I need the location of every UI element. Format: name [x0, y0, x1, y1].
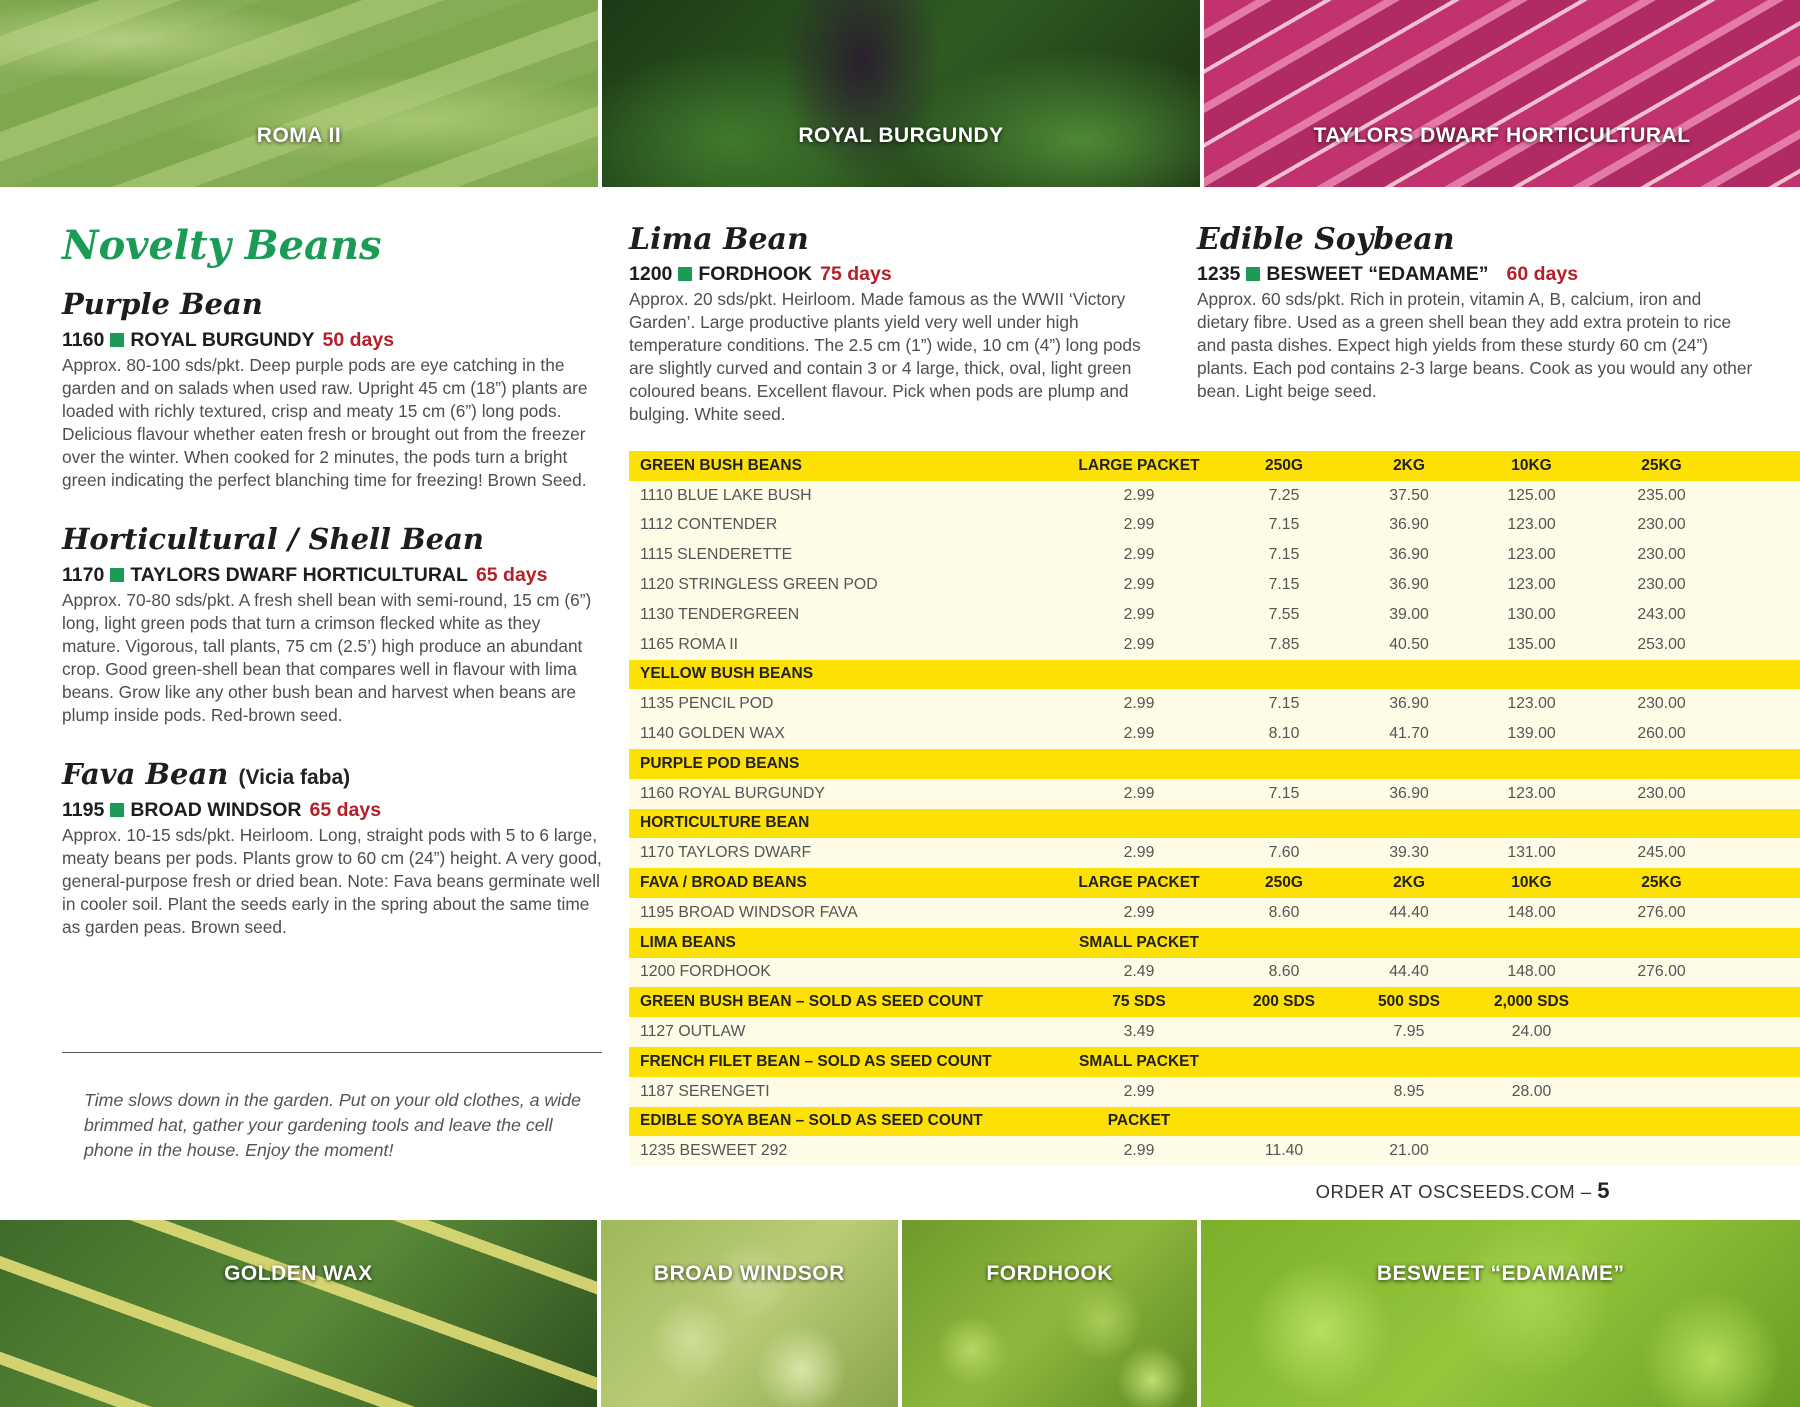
table-category-header	[629, 1107, 1800, 1137]
days-to-maturity: 50 days	[322, 329, 395, 351]
table-cell-name: 1110 BLUE LAKE BUSH	[629, 481, 1069, 511]
table-cell-value	[1719, 719, 1800, 749]
table-cell-value: 130.00	[1459, 600, 1604, 630]
photo-besweet-edamame	[1201, 1220, 1800, 1407]
garden-quote: Time slows down in the garden. Put on your old clothes, a wide brimmed hat, gather your gardening tools and leave the cell phone in the house. Enjoy the moment!	[84, 1090, 581, 1160]
table-cell-value: 7.15	[1209, 511, 1359, 541]
table-cell-value: 2.99	[1069, 719, 1209, 749]
price-table	[629, 451, 1800, 1166]
photo-caption: ROMA II	[256, 124, 342, 147]
days-to-maturity: 65 days	[309, 799, 382, 821]
table-cell-value	[1069, 809, 1209, 839]
bottom-photo-strip	[0, 1220, 1800, 1407]
table-cell-value: 123.00	[1459, 540, 1604, 570]
table-cell-value: 10KG	[1459, 868, 1604, 898]
table-cell-value: 8.60	[1209, 898, 1359, 928]
table-cell-value: 2.99	[1069, 1136, 1209, 1166]
product-lima-bean	[629, 222, 1169, 426]
photo-caption: GOLDEN WAX	[224, 1262, 373, 1285]
table-cell-value	[1209, 928, 1359, 958]
table-cell-value: 230.00	[1604, 570, 1719, 600]
product-heading-text: Fava Bean	[62, 757, 229, 791]
photo-roma-ii	[0, 0, 598, 187]
days-to-maturity: 60 days	[1506, 263, 1579, 285]
table-cell-value: 253.00	[1604, 630, 1719, 660]
table-cell-value	[1604, 660, 1719, 690]
table-row	[629, 600, 1800, 630]
table-cell-value: 36.90	[1359, 689, 1459, 719]
table-cell-value: 7.85	[1209, 630, 1359, 660]
green-square-icon	[1246, 267, 1260, 281]
table-cell-value	[1459, 1107, 1604, 1137]
table-cell-value	[1719, 570, 1800, 600]
table-cell-value	[1719, 630, 1800, 660]
table-cell-name: 1235 BESWEET 292	[629, 1136, 1069, 1166]
table-cell-value	[1719, 600, 1800, 630]
table-cell-value: 39.00	[1359, 600, 1459, 630]
table-cell-value: 2,000 SDS	[1459, 987, 1604, 1017]
table-cell-value: 230.00	[1604, 511, 1719, 541]
table-cell-value	[1719, 1047, 1800, 1077]
green-square-icon	[110, 333, 124, 347]
table-cell-value: 2.49	[1069, 958, 1209, 988]
table-cell-value: 276.00	[1604, 958, 1719, 988]
top-photo-strip	[0, 0, 1800, 187]
table-cell-value: 135.00	[1459, 630, 1604, 660]
table-cell-value: 125.00	[1459, 481, 1604, 511]
product-heading: Edible Soybean	[1197, 222, 1455, 257]
table-category-header	[629, 809, 1800, 839]
table-cell-value: 245.00	[1604, 838, 1719, 868]
product-heading	[62, 757, 602, 791]
days-to-maturity: 65 days	[475, 564, 548, 586]
table-row	[629, 779, 1800, 809]
table-cell-value	[1209, 809, 1359, 839]
table-cell-value	[1209, 1107, 1359, 1137]
table-cell-value: 7.15	[1209, 779, 1359, 809]
table-cell-value	[1359, 809, 1459, 839]
table-cell-value: 7.25	[1209, 481, 1359, 511]
table-cell-value: 148.00	[1459, 958, 1604, 988]
table-cell-name: EDIBLE SOYA BEAN – SOLD AS SEED COUNT	[629, 1107, 1069, 1137]
table-cell-value: 230.00	[1604, 689, 1719, 719]
table-category-header	[629, 868, 1800, 898]
photo-taylors-dwarf	[1204, 0, 1800, 187]
table-cell-value	[1604, 809, 1719, 839]
table-cell-value	[1459, 749, 1604, 779]
table-cell-value	[1604, 1047, 1719, 1077]
table-cell-value: 250G	[1209, 868, 1359, 898]
photo-caption: FORDHOOK	[986, 1262, 1113, 1285]
table-cell-value: 230.00	[1604, 540, 1719, 570]
table-cell-value	[1719, 451, 1800, 481]
table-cell-value	[1604, 987, 1719, 1017]
table-cell-name: 1165 ROMA II	[629, 630, 1069, 660]
page-number: 5	[1597, 1178, 1610, 1203]
table-cell-name: GREEN BUSH BEAN – SOLD AS SEED COUNT	[629, 987, 1069, 1017]
product-line	[62, 799, 602, 822]
photo-royal-burgundy	[602, 0, 1200, 187]
table-cell-value: 243.00	[1604, 600, 1719, 630]
table-category-header	[629, 660, 1800, 690]
product-code: 1235	[1197, 263, 1241, 285]
table-cell-value: 2.99	[1069, 481, 1209, 511]
product-name: BROAD WINDSOR	[130, 799, 302, 821]
product-description: Approx. 80-100 sds/pkt. Deep purple pods are eye catching in the garden and on salads when used raw. Upright 45 cm (18”) plants are loaded with richly textured, crisp and meaty 15 cm (6”) long pods. Delicious flavour whether eaten fresh or brought out from the freezer over the winter. When cooked for 2 minutes, the pods turn a bright green indicating the perfect blanching time for freezing! Brown Seed.	[62, 355, 588, 490]
table-cell-name: 1140 GOLDEN WAX	[629, 719, 1069, 749]
table-cell-value: 25KG	[1604, 868, 1719, 898]
table-cell-name: 1130 TENDERGREEN	[629, 600, 1069, 630]
green-square-icon	[110, 568, 124, 582]
table-cell-value: 230.00	[1604, 779, 1719, 809]
table-cell-value: 7.15	[1209, 689, 1359, 719]
table-cell-value: 44.40	[1359, 958, 1459, 988]
table-cell-name: 1170 TAYLORS DWARF	[629, 838, 1069, 868]
table-cell-value: 3.49	[1069, 1017, 1209, 1047]
table-cell-value: PACKET	[1069, 1107, 1209, 1137]
table-cell-value	[1719, 838, 1800, 868]
product-line	[62, 564, 602, 587]
table-row	[629, 719, 1800, 749]
table-cell-value: 276.00	[1604, 898, 1719, 928]
product-description: Approx. 10-15 sds/pkt. Heirloom. Long, straight pods with 5 to 6 large, meaty beans per pods. Plants grow to 60 cm (24”) height. A very good, general-purpose fresh or dried bean. Note: Fava beans germinate well in cooler soil. Plant the seeds early in the spring about the same time as garden peas. Brown seed.	[62, 825, 602, 937]
table-cell-name: 1112 CONTENDER	[629, 511, 1069, 541]
table-cell-value	[1209, 1077, 1359, 1107]
table-cell-name: LIMA BEANS	[629, 928, 1069, 958]
table-cell-value: 500 SDS	[1359, 987, 1459, 1017]
table-cell-value	[1459, 660, 1604, 690]
table-cell-value	[1719, 481, 1800, 511]
table-cell-value: 36.90	[1359, 779, 1459, 809]
table-row	[629, 1077, 1800, 1107]
green-square-icon	[110, 803, 124, 817]
table-cell-name: PURPLE POD BEANS	[629, 749, 1069, 779]
table-cell-name: 1120 STRINGLESS GREEN POD	[629, 570, 1069, 600]
latin-name: (Vicia faba)	[238, 766, 351, 789]
table-cell-value: 123.00	[1459, 689, 1604, 719]
table-cell-name: FRENCH FILET BEAN – SOLD AS SEED COUNT	[629, 1047, 1069, 1077]
table-cell-name: 1127 OUTLAW	[629, 1017, 1069, 1047]
product-description: Approx. 20 sds/pkt. Heirloom. Made famous as the WWII ‘Victory Garden’. Large productive plants yield very well under high temperature conditions. The 2.5 cm (1”) wide, 10 cm (4”) long pods are slightly curved and contain 3 or 4 large, thick, oval, light green coloured beans. Excellent flavour. Pick when pods are plump and bulging. White seed.	[629, 289, 1141, 424]
product-code: 1160	[62, 329, 105, 351]
table-cell-value: 235.00	[1604, 481, 1719, 511]
table-cell-value: LARGE PACKET	[1069, 451, 1209, 481]
photo-caption: TAYLORS DWARF HORTICULTURAL	[1313, 124, 1691, 147]
table-cell-value	[1719, 749, 1800, 779]
divider	[62, 1052, 602, 1053]
product-line	[1197, 263, 1757, 286]
table-cell-value: 2.99	[1069, 600, 1209, 630]
table-cell-value: 8.10	[1209, 719, 1359, 749]
table-cell-value: 260.00	[1604, 719, 1719, 749]
table-category-header	[629, 451, 1800, 481]
table-cell-value: 2.99	[1069, 779, 1209, 809]
product-code: 1195	[62, 799, 105, 821]
table-cell-value	[1604, 1017, 1719, 1047]
photo-caption: ROYAL BURGUNDY	[798, 124, 1004, 147]
table-cell-value	[1719, 1107, 1800, 1137]
table-cell-value: 7.15	[1209, 570, 1359, 600]
table-cell-value	[1209, 1047, 1359, 1077]
table-row	[629, 1017, 1800, 1047]
table-cell-value: 25KG	[1604, 451, 1719, 481]
product-code: 1200	[629, 263, 673, 285]
product-line	[62, 329, 602, 352]
product-purple-bean	[62, 287, 602, 492]
product-heading: Purple Bean	[62, 287, 263, 321]
table-row	[629, 689, 1800, 719]
table-cell-value	[1719, 928, 1800, 958]
product-horticultural-bean	[62, 522, 602, 727]
table-cell-value	[1604, 1136, 1719, 1166]
table-cell-value: 2.99	[1069, 540, 1209, 570]
table-cell-value	[1359, 1047, 1459, 1077]
table-cell-value: 10KG	[1459, 451, 1604, 481]
table-cell-value	[1719, 898, 1800, 928]
table-cell-value: 123.00	[1459, 511, 1604, 541]
table-cell-value: 123.00	[1459, 779, 1604, 809]
table-row	[629, 511, 1800, 541]
table-cell-value: 123.00	[1459, 570, 1604, 600]
table-cell-value	[1719, 660, 1800, 690]
table-cell-value: 7.95	[1359, 1017, 1459, 1047]
table-cell-value	[1604, 1077, 1719, 1107]
table-cell-value	[1719, 689, 1800, 719]
table-cell-name: FAVA / BROAD BEANS	[629, 868, 1069, 898]
table-cell-value	[1209, 660, 1359, 690]
table-cell-value	[1604, 1107, 1719, 1137]
order-footer	[1316, 1178, 1610, 1204]
product-line	[629, 263, 1169, 286]
table-cell-value: 148.00	[1459, 898, 1604, 928]
table-cell-value	[1359, 928, 1459, 958]
table-cell-value	[1359, 1107, 1459, 1137]
table-cell-value	[1719, 958, 1800, 988]
table-cell-name: 1115 SLENDERETTE	[629, 540, 1069, 570]
table-cell-name: HORTICULTURE BEAN	[629, 809, 1069, 839]
product-heading: Horticultural / Shell Bean	[62, 522, 484, 556]
table-row	[629, 838, 1800, 868]
table-row	[629, 481, 1800, 511]
product-description: Approx. 70-80 sds/pkt. A fresh shell bean with semi-round, 15 cm (6”) long, light green pods that turn a crimson flecked white as they mature. Vigorous, tall plants, 75 cm (2.5’) high produce an abundant crop. Good green-shell bean that compares well in flavour with lima beans. Grow like any other bush bean and harvest when beans are plump inside pods. Red-brown seed.	[62, 590, 592, 725]
table-cell-value: 11.40	[1209, 1136, 1359, 1166]
table-row	[629, 958, 1800, 988]
left-column	[62, 222, 602, 969]
table-cell-value	[1719, 511, 1800, 541]
product-name: TAYLORS DWARF HORTICULTURAL	[130, 564, 468, 586]
table-cell-value: 36.90	[1359, 511, 1459, 541]
table-cell-value: 36.90	[1359, 540, 1459, 570]
table-cell-value: 250G	[1209, 451, 1359, 481]
table-cell-value: SMALL PACKET	[1069, 928, 1209, 958]
table-cell-value	[1359, 749, 1459, 779]
table-cell-value: 21.00	[1359, 1136, 1459, 1166]
table-cell-name: 1187 SERENGETI	[629, 1077, 1069, 1107]
table-cell-value: 8.95	[1359, 1077, 1459, 1107]
photo-fordhook	[902, 1220, 1197, 1407]
table-cell-value: 2.99	[1069, 898, 1209, 928]
table-cell-value	[1459, 928, 1604, 958]
table-row	[629, 570, 1800, 600]
table-cell-value: 2KG	[1359, 451, 1459, 481]
table-row	[629, 540, 1800, 570]
table-cell-value	[1719, 779, 1800, 809]
table-cell-value: 7.15	[1209, 540, 1359, 570]
product-fava-bean	[62, 757, 602, 939]
table-cell-value	[1719, 809, 1800, 839]
product-heading: Lima Bean	[629, 222, 809, 257]
section-title: Novelty Beans	[62, 222, 382, 269]
table-cell-value: LARGE PACKET	[1069, 868, 1209, 898]
table-row	[629, 1136, 1800, 1166]
table-cell-value: 7.60	[1209, 838, 1359, 868]
table-cell-value	[1459, 1047, 1604, 1077]
table-cell-value	[1459, 809, 1604, 839]
table-cell-value: 40.50	[1359, 630, 1459, 660]
table-cell-value: 2.99	[1069, 1077, 1209, 1107]
table-category-header	[629, 928, 1800, 958]
table-cell-value: 2KG	[1359, 868, 1459, 898]
table-cell-value: 200 SDS	[1209, 987, 1359, 1017]
product-name: FORDHOOK	[698, 263, 813, 285]
table-cell-value	[1719, 540, 1800, 570]
table-cell-value	[1209, 1017, 1359, 1047]
table-cell-value: 28.00	[1459, 1077, 1604, 1107]
table-cell-value	[1604, 749, 1719, 779]
table-row	[629, 898, 1800, 928]
table-cell-value: 2.99	[1069, 630, 1209, 660]
table-cell-value: SMALL PACKET	[1069, 1047, 1209, 1077]
table-cell-value: 8.60	[1209, 958, 1359, 988]
table-category-header	[629, 987, 1800, 1017]
table-cell-name: GREEN BUSH BEANS	[629, 451, 1069, 481]
table-cell-value: 36.90	[1359, 570, 1459, 600]
photo-broad-windsor	[601, 1220, 898, 1407]
table-cell-name: 1135 PENCIL POD	[629, 689, 1069, 719]
product-description: Approx. 60 sds/pkt. Rich in protein, vitamin A, B, calcium, iron and dietary fibre. Used as a green shell bean they add extra protein to rice and pasta dishes. Expect high yields from these sturdy 60 cm (24”) plants. Each pod contains 2-3 large beans. Cook as you would any other bean. Light beige seed.	[1197, 289, 1753, 401]
table-cell-value: 7.55	[1209, 600, 1359, 630]
table-cell-value: 2.99	[1069, 511, 1209, 541]
product-name: BESWEET “EDAMAME”	[1266, 263, 1489, 285]
table-cell-name: 1160 ROYAL BURGUNDY	[629, 779, 1069, 809]
table-cell-value	[1459, 1136, 1604, 1166]
table-cell-name: 1200 FORDHOOK	[629, 958, 1069, 988]
days-to-maturity: 75 days	[820, 263, 892, 285]
table-cell-value: 2.99	[1069, 689, 1209, 719]
photo-golden-wax	[0, 1220, 597, 1407]
table-cell-value: 131.00	[1459, 838, 1604, 868]
table-cell-value: 139.00	[1459, 719, 1604, 749]
table-cell-value	[1209, 749, 1359, 779]
table-cell-value	[1719, 868, 1800, 898]
table-cell-value: 41.70	[1359, 719, 1459, 749]
table-cell-value: 39.30	[1359, 838, 1459, 868]
table-cell-value: 24.00	[1459, 1017, 1604, 1047]
table-cell-name: YELLOW BUSH BEANS	[629, 660, 1069, 690]
table-cell-value	[1719, 987, 1800, 1017]
product-code: 1170	[62, 564, 105, 586]
photo-caption: BESWEET “EDAMAME”	[1376, 1262, 1625, 1285]
table-cell-value: 2.99	[1069, 838, 1209, 868]
table-cell-name: 1195 BROAD WINDSOR FAVA	[629, 898, 1069, 928]
product-edible-soybean	[1197, 222, 1757, 403]
table-row	[629, 630, 1800, 660]
table-cell-value	[1719, 1077, 1800, 1107]
table-category-header	[629, 749, 1800, 779]
order-text: ORDER AT OSCSEEDS.COM –	[1315, 1181, 1592, 1202]
table-category-header	[629, 1047, 1800, 1077]
table-cell-value: 75 SDS	[1069, 987, 1209, 1017]
table-cell-value	[1359, 660, 1459, 690]
table-cell-value: 2.99	[1069, 570, 1209, 600]
table-cell-value: 37.50	[1359, 481, 1459, 511]
table-cell-value	[1719, 1136, 1800, 1166]
table-cell-value	[1069, 660, 1209, 690]
photo-caption: BROAD WINDSOR	[653, 1262, 845, 1285]
product-name: ROYAL BURGUNDY	[130, 329, 315, 351]
table-cell-value	[1069, 749, 1209, 779]
green-square-icon	[678, 267, 692, 281]
table-cell-value: 44.40	[1359, 898, 1459, 928]
table-cell-value	[1604, 928, 1719, 958]
table-cell-value	[1719, 1017, 1800, 1047]
